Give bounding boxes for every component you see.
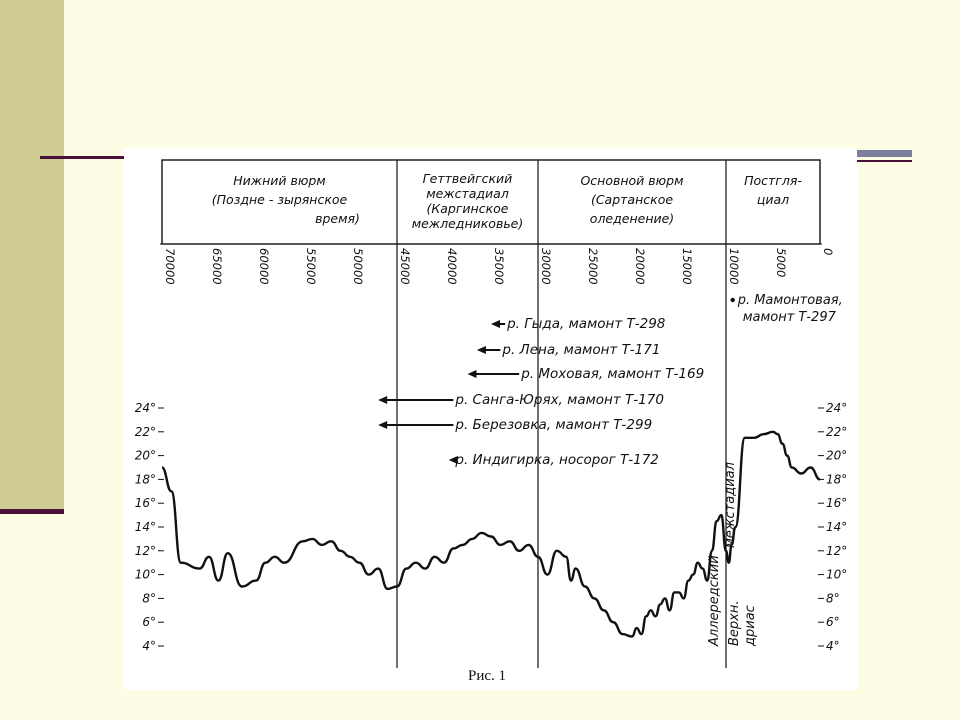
period-label: Постгля- xyxy=(744,173,802,188)
y-tick-label-left: 8° xyxy=(142,591,156,606)
decorative-rule-top-left xyxy=(40,156,124,159)
period-label: (Поздне - зырянское xyxy=(211,192,348,207)
figure-caption: Рис. 1 xyxy=(467,668,507,684)
vertical-period-label: Аллередский xyxy=(707,555,722,646)
x-tick-label: 35000 xyxy=(492,248,506,285)
y-tick-label-right: 14° xyxy=(826,520,848,534)
marker-label: р. Гыда, мамонт Т-298 xyxy=(507,316,666,332)
y-tick-label-left: 4° xyxy=(142,639,156,653)
y-tick-label-left: 6° xyxy=(142,615,156,630)
marker-label: р. Санга-Юрях, мамонт Т-170 xyxy=(455,392,664,408)
x-tick-label: 50000 xyxy=(351,248,365,285)
x-tick-label: 30000 xyxy=(539,248,553,285)
period-label: Нижний вюрм xyxy=(233,173,326,188)
y-tick-label-left: 22° xyxy=(134,424,156,439)
y-tick-label-right: 12° xyxy=(826,543,848,558)
marker-label: р. Березовка, мамонт Т-299 xyxy=(455,417,653,433)
vertical-period-label: Верхн. xyxy=(727,600,742,646)
period-label: оледенение) xyxy=(589,211,675,226)
x-tick-label: 10000 xyxy=(727,248,741,285)
period-label: (Каргинское xyxy=(426,201,509,216)
marker-dot xyxy=(731,298,735,302)
y-tick-label-right: 24° xyxy=(826,401,848,415)
marker-arrow-head xyxy=(477,346,486,354)
y-tick-label-left: 16° xyxy=(134,496,156,511)
x-tick-label: 40000 xyxy=(445,248,459,285)
y-tick-label-left: 14° xyxy=(134,520,156,534)
x-tick-label: 55000 xyxy=(304,248,318,285)
y-tick-label-right: 18° xyxy=(826,472,848,487)
period-label: Основной вюрм xyxy=(580,173,684,188)
figure-panel xyxy=(124,148,857,690)
y-tick-label-right: 4° xyxy=(826,639,840,653)
vertical-period-label: дриас xyxy=(743,605,758,646)
marker-label: р. Моховая, мамонт Т-169 xyxy=(521,366,705,382)
marker-arrow-head xyxy=(491,320,500,328)
y-tick-label-right: 10° xyxy=(826,567,848,582)
y-tick-label-right: 20° xyxy=(826,448,848,463)
x-tick-label: 15000 xyxy=(680,248,694,285)
y-tick-label-left: 24° xyxy=(134,401,156,415)
period-label: (Сартанское xyxy=(590,192,674,207)
decorative-rule-top-right xyxy=(857,150,912,157)
decorative-side-band xyxy=(0,0,64,512)
x-tick-label: 60000 xyxy=(257,248,271,285)
marker-label: р. Лена, мамонт Т-171 xyxy=(502,342,661,358)
y-tick-label-left: 18° xyxy=(134,472,156,487)
period-label: время) xyxy=(315,211,360,226)
marker-label-cont: мамонт Т-297 xyxy=(742,310,836,325)
vertical-period-label: межстадиал xyxy=(723,462,738,548)
x-tick-label: 25000 xyxy=(586,248,600,285)
decorative-rule-bottom-left xyxy=(0,509,64,514)
y-tick-label-right: 22° xyxy=(826,424,848,439)
y-tick-label-left: 20° xyxy=(134,448,156,463)
x-tick-label: 5000 xyxy=(774,248,788,278)
y-tick-label-left: 12° xyxy=(134,543,156,558)
marker-arrow-head xyxy=(378,396,387,404)
x-tick-label: 20000 xyxy=(633,248,647,285)
marker-label: р. Мамонтовая, xyxy=(737,293,843,308)
y-tick-label-right: 8° xyxy=(826,591,840,606)
period-label: межледниковье) xyxy=(411,216,524,231)
period-label: Геттвейгский xyxy=(422,171,513,186)
x-tick-label: 65000 xyxy=(210,248,224,285)
y-tick-label-right: 6° xyxy=(826,615,840,630)
period-label: межстадиал xyxy=(426,186,509,201)
paleoclimate-chart xyxy=(124,148,857,690)
x-tick-label: 0 xyxy=(821,248,835,256)
decorative-rule-top-right-line xyxy=(857,160,912,162)
y-tick-label-right: 16° xyxy=(826,496,848,511)
y-tick-label-left: 10° xyxy=(134,567,156,582)
period-label: циал xyxy=(756,192,790,207)
x-tick-label: 70000 xyxy=(163,248,177,285)
marker-arrow-head xyxy=(468,370,477,378)
marker-arrow-head xyxy=(378,421,387,429)
marker-label: р. Индигирка, носорог Т-172 xyxy=(455,452,659,468)
x-tick-label: 45000 xyxy=(398,248,412,285)
